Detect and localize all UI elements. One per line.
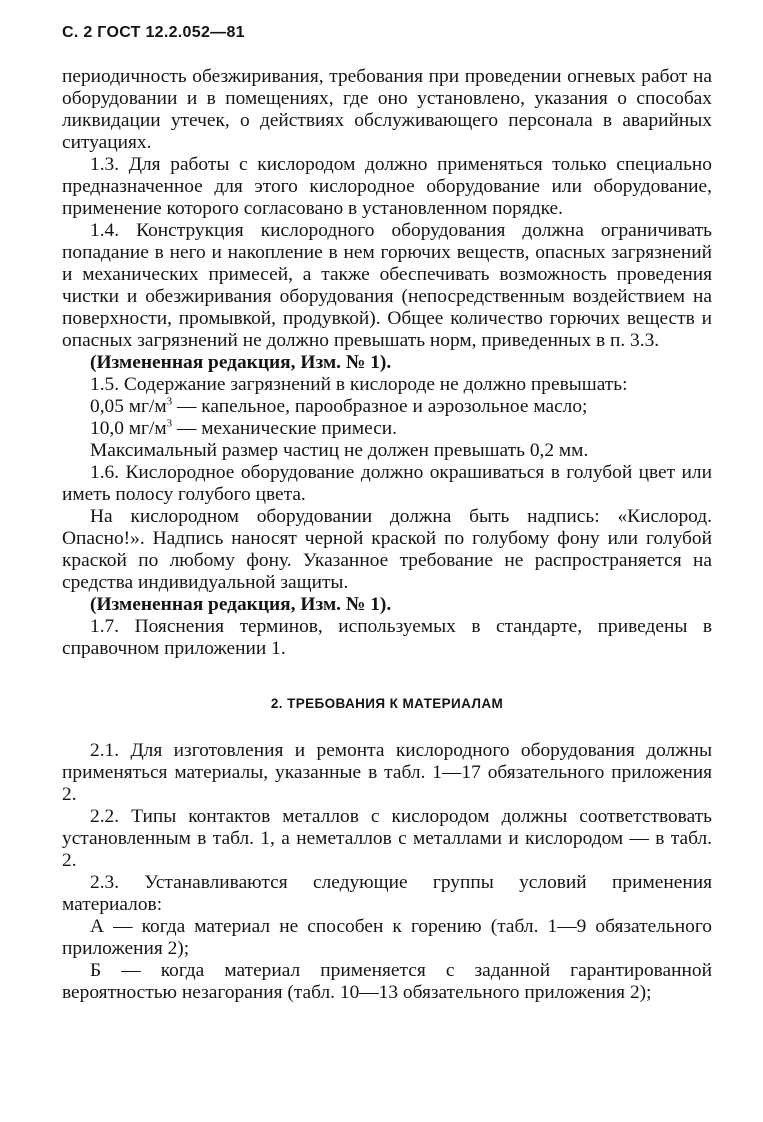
limit-mech-text: — механические примеси. [172,418,398,439]
page-header: С. 2 ГОСТ 12.2.052—81 [62,24,245,41]
limit-oil-superscript: 3 [166,395,173,408]
max-particle-size: Максимальный размер частиц не должен превышать 0,2 мм. [90,440,589,461]
paragraph-2-1: 2.1. Для изготовления и ремонта кислородного оборудования должны применяться материалы, указанные в табл. 1—17 обязательного приложения 2. [62,740,712,805]
paragraph-continuation: периодичность обезжиривания, требования при проведении огневых работ на оборудовании и в помещениях, где оно установлено, указания о способах ликвидации утечек, о действиях обслуживающего персонала в аварийных ситуациях. [62,66,712,153]
section-title: 2. ТРЕБОВАНИЯ К МАТЕРИАЛАМ [270,696,504,711]
group-b: Б — когда материал применяется с заданной гарантированной вероятностью незагорания (табл. 10—13 обязательного приложения 2); [62,960,712,1003]
paragraph-2-2: 2.2. Типы контактов металлов с кислородом должны соответствовать установленным в табл. 1, а неметаллов с металлами и кислородом — в табл. 2. [62,806,712,871]
limit-mech-value: 10,0 мг/м [90,418,167,439]
paragraph-1-6: 1.6. Кислородное оборудование должно окрашиваться в голубой цвет или иметь полосу голубого цвета. [62,462,712,505]
limit-oil-value: 0,05 мг/м [90,396,167,417]
limit-mech-superscript: 3 [166,417,173,430]
paragraph-1-5: 1.5. Содержание загрязнений в кислороде не должно превышать: [90,374,628,395]
limit-oil [62,396,712,418]
paragraph-1-6-inscription: На кислородном оборудовании должна быть надпись: «Кислород. Опасно!». Надпись наносят черной краской по голубому фону или голубой краской по любому фону. Указанное требование не распространяется на средства индивидуальной защиты. [62,506,712,593]
paragraph-2-3: 2.3. Устанавливаются следующие группы условий применения материалов: [62,872,712,915]
paragraph-1-4: 1.4. Конструкция кислородного оборудования должна ограничивать попадание в него и накопление в нем горючих веществ, опасных загрязнений и механических примесей, а также обеспечивать возможность проведения чистки и обезжиривания оборудования (непосредственным воздействием на поверхности, промывкой, продувкой). Общее количество горючих веществ и опасных загрязнений не должно превышать норм, приведенных в п. 3.3. [62,220,712,351]
limit-mech [62,418,712,440]
group-a: А — когда материал не способен к горению (табл. 1—9 обязательного приложения 2); [62,916,712,959]
paragraph-1-3: 1.3. Для работы с кислородом должно применяться только специально предназначенное для этого кислородное оборудование или оборудование, применение которого согласовано в установленном порядке. [62,154,712,219]
amendment-note: (Измененная редакция, Изм. № 1). [90,352,392,373]
paragraph-1-7: 1.7. Пояснения терминов, используемых в стандарте, приведены в справочном приложении 1. [62,616,712,659]
document-page [62,22,712,1004]
amendment-note-2: (Измененная редакция, Изм. № 1). [90,594,392,615]
limit-oil-text: — капельное, парообразное и аэрозольное масло; [172,396,588,417]
